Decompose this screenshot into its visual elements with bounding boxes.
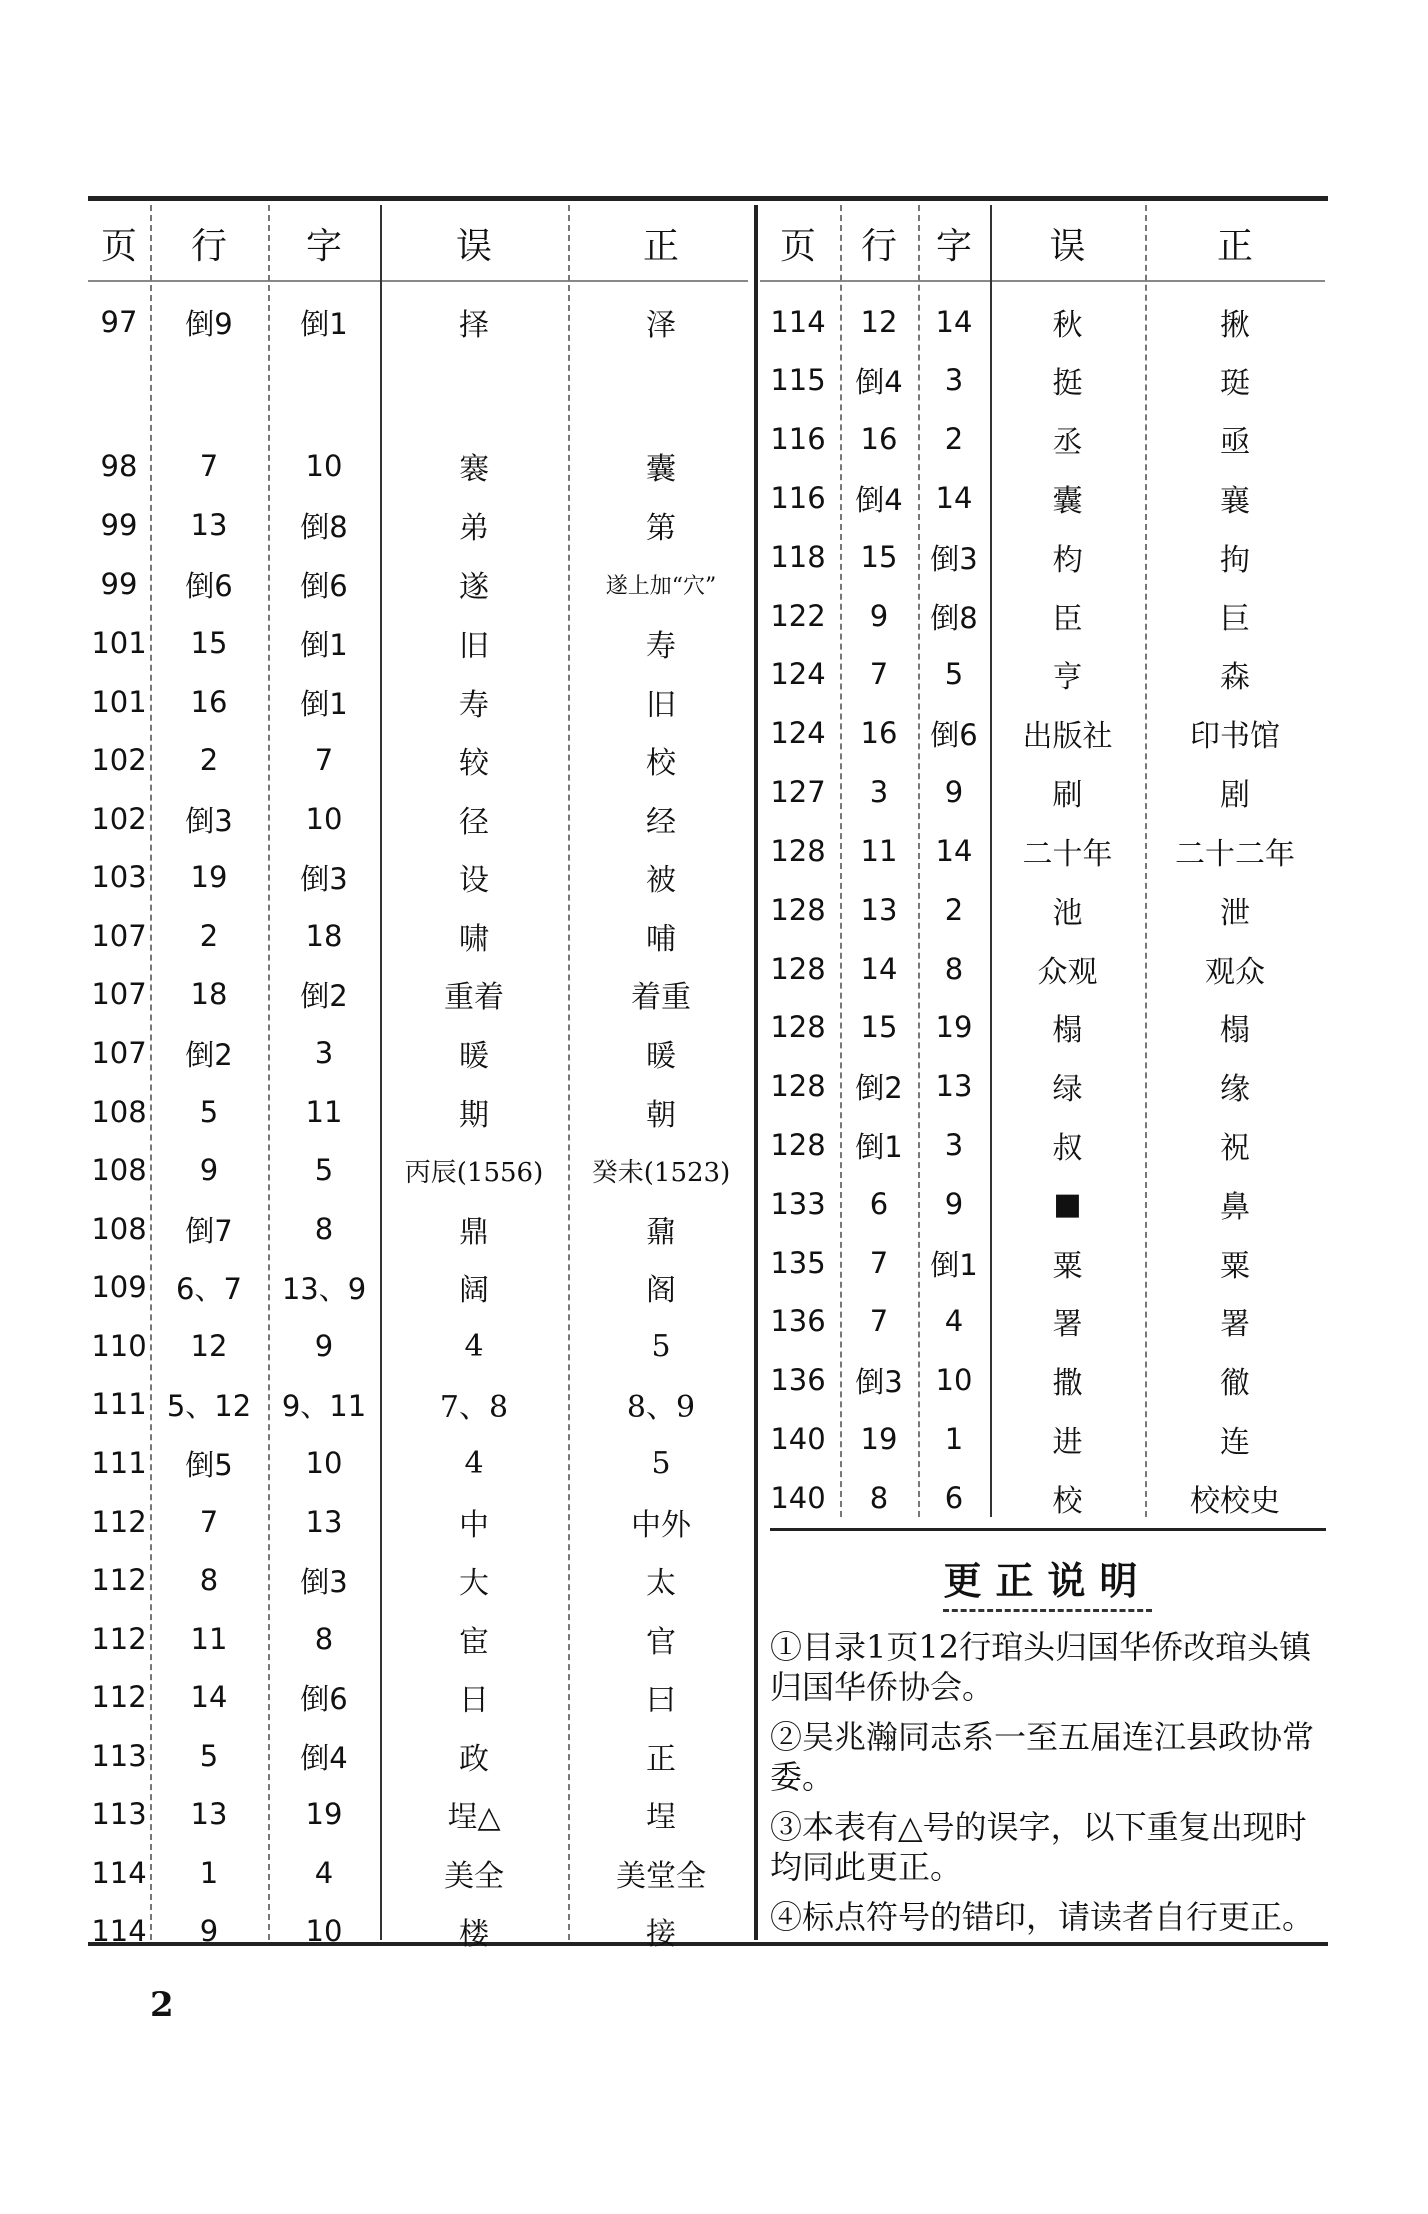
cell-line: 12	[860, 305, 898, 339]
cell-line: 5	[199, 1739, 219, 1773]
cell-wrong: 旧	[459, 629, 489, 664]
cell-line: 5、12	[166, 1388, 252, 1423]
cell-wrong: 政	[459, 1742, 489, 1777]
cell-page: 124	[770, 716, 826, 750]
cell-right: 正	[646, 1742, 676, 1777]
cell-right: 遂上加“穴”	[605, 573, 717, 599]
cell-right: 5	[651, 1445, 671, 1481]
header-rule-left	[88, 280, 748, 282]
cell-right: 亟	[1220, 425, 1250, 460]
cell-wrong: 褰	[459, 452, 489, 487]
note-item: ④标点符号的错印，请读者自行更正。	[770, 1898, 1315, 1936]
header-char: 字	[305, 225, 342, 267]
cell-page: 135	[770, 1246, 826, 1280]
cell-wrong: 众观	[1037, 955, 1098, 990]
cell-right: 印书馆	[1190, 719, 1280, 754]
cell-right: 二十二年	[1175, 837, 1295, 872]
cell-char: 4	[314, 1856, 334, 1890]
cell-char: 倒6	[930, 717, 978, 752]
cell-line: 12	[190, 1329, 228, 1363]
cell-right: 署	[1220, 1307, 1250, 1342]
cell-right: 暖	[646, 1039, 676, 1074]
cell-page: 136	[770, 1363, 826, 1397]
cell-wrong: 较	[459, 746, 489, 781]
cell-wrong: 暖	[459, 1039, 489, 1074]
cell-wrong: 刷	[1052, 778, 1083, 813]
cell-right: 经	[646, 805, 676, 840]
cell-line: 6、7	[176, 1271, 242, 1306]
cell-wrong: 丙辰(1556)	[404, 1157, 544, 1188]
cell-page: 111	[91, 1387, 147, 1421]
cell-right: 徹	[1220, 1366, 1250, 1401]
cell-right: 8、9	[626, 1390, 696, 1425]
cell-right: 被	[646, 863, 676, 898]
cell-wrong: 榻	[1052, 1013, 1083, 1048]
cell-wrong: 中	[459, 1508, 489, 1543]
cell-page: 140	[770, 1422, 826, 1456]
cell-wrong: 4	[464, 1328, 484, 1364]
cell-wrong: 绿	[1052, 1072, 1083, 1107]
cell-line: 7	[869, 657, 889, 691]
cell-page: 99	[100, 567, 138, 601]
cell-line: 11	[190, 1622, 228, 1656]
cell-line: 9	[199, 1153, 219, 1187]
header-page: 页	[779, 225, 816, 267]
cell-page: 107	[91, 977, 147, 1011]
cell-line: 14	[190, 1680, 228, 1714]
cell-page: 122	[770, 599, 826, 633]
cell-line: 倒3	[855, 1364, 903, 1399]
cell-line: 9	[869, 599, 889, 633]
cell-char: 13	[305, 1505, 343, 1539]
cell-line: 倒5	[185, 1447, 233, 1482]
cell-wrong: 亨	[1052, 660, 1083, 695]
cell-char: 9、11	[281, 1388, 367, 1423]
cell-line: 2	[199, 919, 219, 953]
cell-line: 8	[869, 1481, 889, 1515]
cell-page: 128	[770, 834, 826, 868]
cell-line: 倒4	[855, 364, 903, 399]
cell-wrong: 阔	[459, 1273, 489, 1308]
cell-page: 114	[770, 305, 826, 339]
cell-char: 18	[305, 919, 343, 953]
header-char: 字	[935, 225, 972, 267]
cell-right: 官	[646, 1625, 676, 1660]
cell-line: 19	[190, 860, 228, 894]
cell-char: 10	[935, 1363, 973, 1397]
header-right: 正	[642, 225, 679, 267]
cell-char: 9	[944, 1187, 964, 1221]
cell-line: 16	[860, 716, 898, 750]
cell-wrong: 枃	[1052, 543, 1083, 578]
cell-wrong: 遂	[459, 570, 489, 605]
cell-page: 124	[770, 657, 826, 691]
cell-char: 14	[935, 305, 973, 339]
cell-right: 校	[646, 746, 676, 781]
cell-char: 9	[314, 1329, 334, 1363]
cell-char: 5	[944, 657, 964, 691]
cell-char: 倒1	[300, 306, 348, 341]
cell-right: 拘	[1220, 543, 1250, 578]
cell-page: 136	[770, 1304, 826, 1338]
cell-page: 112	[91, 1505, 147, 1539]
cell-char: 13	[935, 1069, 973, 1103]
header-wrong: 误	[1049, 225, 1086, 267]
cell-line: 倒3	[185, 803, 233, 838]
notes-section	[770, 1520, 1325, 1937]
cell-line: 19	[860, 1422, 898, 1456]
page-number: 2	[150, 1985, 174, 2025]
cell-char: 3	[944, 1128, 964, 1162]
cell-char: 19	[935, 1010, 973, 1044]
cell-wrong: 叔	[1052, 1131, 1083, 1166]
cell-wrong: 埕△	[447, 1800, 501, 1835]
cell-line: 7	[869, 1246, 889, 1280]
cell-page: 111	[91, 1446, 147, 1480]
cell-wrong: 寿	[459, 688, 489, 723]
cell-line: 倒9	[185, 306, 233, 341]
cell-right: 埕	[646, 1800, 676, 1835]
cell-char: 倒1	[930, 1247, 978, 1282]
cell-right: 太	[646, 1566, 676, 1601]
cell-page: 116	[770, 422, 826, 456]
cell-wrong: 重着	[444, 980, 504, 1015]
cell-char: 6	[944, 1481, 964, 1515]
cell-char: 13、9	[281, 1271, 367, 1306]
cell-right: 寿	[646, 629, 676, 664]
cell-right: 连	[1220, 1425, 1250, 1460]
cell-char: 8	[314, 1212, 334, 1246]
cell-line: 倒1	[855, 1129, 903, 1164]
note-item: ③本表有△号的误字，以下重复出现时均同此更正。	[770, 1808, 1307, 1886]
cell-page: 107	[91, 1036, 147, 1070]
cell-char: 7	[314, 743, 334, 777]
cell-page: 114	[91, 1914, 147, 1948]
cell-char: 倒6	[300, 1681, 348, 1716]
cell-right: 第	[646, 511, 676, 546]
cell-right: 鼻	[1220, 1190, 1250, 1225]
cell-line: 15	[860, 540, 898, 574]
cell-wrong: 署	[1052, 1307, 1083, 1342]
cell-line: 倒2	[185, 1037, 233, 1072]
header-wrong: 误	[455, 225, 492, 267]
cell-right: 鼐	[646, 1215, 676, 1250]
cell-char: 8	[944, 952, 964, 986]
cell-line: 16	[860, 422, 898, 456]
cell-wrong: 丞	[1052, 425, 1083, 460]
cell-page: 112	[91, 1622, 147, 1656]
cell-line: 15	[190, 626, 228, 660]
cell-wrong: 粟	[1052, 1249, 1083, 1284]
cell-right: 中外	[631, 1508, 691, 1543]
cell-char: 19	[305, 1797, 343, 1831]
cell-right: 癸未(1523)	[591, 1157, 731, 1188]
cell-line: 6	[869, 1187, 889, 1221]
cell-page: 101	[91, 626, 147, 660]
cell-page: 128	[770, 893, 826, 927]
cell-char: 倒1	[300, 686, 348, 721]
cell-right: 囊	[646, 452, 676, 487]
cell-right: 森	[1220, 660, 1250, 695]
cell-line: 16	[190, 685, 228, 719]
cell-page: 114	[91, 1856, 147, 1890]
cell-wrong: 弟	[459, 511, 489, 546]
cell-right: 接	[646, 1917, 676, 1952]
cell-wrong: 择	[459, 308, 489, 343]
cell-right: 哺	[646, 922, 676, 957]
cell-page: 128	[770, 952, 826, 986]
cell-page: 108	[91, 1095, 147, 1129]
header-rule-right	[760, 280, 1325, 282]
cell-page: 113	[91, 1739, 147, 1773]
cell-right: 襄	[1220, 484, 1250, 519]
cell-wrong: 挺	[1052, 366, 1083, 401]
cell-char: 倒3	[930, 541, 978, 576]
cell-line: 5	[199, 1095, 219, 1129]
cell-line: 3	[869, 775, 889, 809]
cell-page: 99	[100, 508, 138, 542]
cell-wrong: 撒	[1052, 1366, 1083, 1401]
cell-wrong: 设	[459, 863, 489, 898]
cell-line: 13	[190, 508, 228, 542]
cell-page: 97	[100, 305, 138, 339]
cell-wrong: 4	[464, 1445, 484, 1481]
cell-page: 102	[91, 802, 147, 836]
cell-wrong: 期	[459, 1098, 489, 1133]
cell-line: 1	[199, 1856, 219, 1890]
cell-right: 阁	[646, 1273, 676, 1308]
cell-line: 18	[190, 977, 228, 1011]
cell-wrong: 池	[1052, 896, 1083, 931]
cell-char: 倒3	[300, 1564, 348, 1599]
cell-wrong: 美全	[444, 1859, 504, 1894]
cell-right: 榻	[1220, 1013, 1250, 1048]
cell-right: 揪	[1220, 308, 1250, 343]
cell-wrong: 啸	[459, 922, 489, 957]
cell-right: 5	[651, 1328, 671, 1364]
cell-wrong: 进	[1052, 1425, 1083, 1460]
cell-right: 泽	[646, 308, 676, 343]
cell-line: 倒6	[185, 568, 233, 603]
cell-line: 2	[199, 743, 219, 777]
cell-right: 剧	[1220, 778, 1250, 813]
cell-right: 旧	[646, 688, 676, 723]
cell-right: 着重	[631, 980, 691, 1015]
cell-page: 110	[91, 1329, 147, 1363]
cell-wrong: 大	[459, 1566, 489, 1601]
cell-char: 9	[944, 775, 964, 809]
cell-char: 3	[944, 363, 964, 397]
cell-char: 10	[305, 802, 343, 836]
cell-line: 7	[869, 1304, 889, 1338]
cell-wrong: 鼎	[459, 1215, 489, 1250]
cell-page: 103	[91, 860, 147, 894]
cell-right: 珽	[1220, 366, 1250, 401]
header-right: 正	[1216, 225, 1253, 267]
cell-line: 7	[199, 1505, 219, 1539]
cell-char: 10	[305, 449, 343, 483]
cell-char: 倒3	[300, 861, 348, 896]
cell-wrong: 日	[459, 1683, 489, 1718]
cell-page: 102	[91, 743, 147, 777]
cell-right: 粟	[1220, 1249, 1250, 1284]
cell-right: 校校史	[1190, 1484, 1280, 1519]
cell-line: 倒2	[855, 1070, 903, 1105]
cell-char: 倒8	[300, 509, 348, 544]
cell-page: 112	[91, 1680, 147, 1714]
cell-page: 118	[770, 540, 826, 574]
cell-page: 98	[100, 449, 138, 483]
cell-line: 13	[190, 1797, 228, 1831]
cell-page: 128	[770, 1069, 826, 1103]
cell-char: 3	[314, 1036, 334, 1070]
cell-line: 8	[199, 1563, 219, 1597]
cell-right: 巨	[1220, 602, 1250, 637]
cell-char: 1	[944, 1422, 964, 1456]
cell-char: 8	[314, 1622, 334, 1656]
cell-wrong: 出版社	[1022, 719, 1113, 754]
cell-wrong: 宦	[459, 1625, 489, 1660]
cell-wrong: 囊	[1052, 484, 1083, 519]
cell-char: 4	[944, 1304, 964, 1338]
cell-right: 祝	[1220, 1131, 1250, 1166]
cell-page: 107	[91, 919, 147, 953]
cell-wrong: 径	[459, 805, 489, 840]
cell-char: 10	[305, 1446, 343, 1480]
cell-wrong: 7、8	[439, 1390, 509, 1425]
cell-page: 101	[91, 685, 147, 719]
cell-right: 泄	[1220, 896, 1250, 931]
cell-page: 109	[91, 1270, 147, 1304]
cell-page: 128	[770, 1010, 826, 1044]
cell-page: 140	[770, 1481, 826, 1515]
cell-line: 11	[860, 834, 898, 868]
cell-right: 朝	[646, 1098, 676, 1133]
cell-char: 11	[305, 1095, 343, 1129]
cell-wrong: 秋	[1052, 308, 1083, 343]
cell-right: 曰	[646, 1683, 676, 1718]
note-item: ①目录1页12行琯头归国华侨改琯头镇归国华侨协会。	[770, 1628, 1312, 1706]
cell-char: 2	[944, 422, 964, 456]
notes-title: 更正说明	[770, 1520, 1325, 1617]
cell-char: 2	[944, 893, 964, 927]
cell-right: 缘	[1220, 1072, 1250, 1107]
cell-line: 9	[199, 1914, 219, 1948]
cell-line: 7	[199, 449, 219, 483]
cell-char: 5	[314, 1153, 334, 1187]
cell-wrong: 校	[1052, 1484, 1083, 1519]
cell-char: 倒8	[930, 600, 978, 635]
cell-char: 10	[305, 1914, 343, 1948]
header-line: 行	[190, 225, 227, 267]
cell-line: 15	[860, 1010, 898, 1044]
cell-page: 128	[770, 1128, 826, 1162]
cell-char: 倒6	[300, 568, 348, 603]
cell-char: 14	[935, 834, 973, 868]
cell-line: 13	[860, 893, 898, 927]
cell-page: 108	[91, 1153, 147, 1187]
cell-page: 113	[91, 1797, 147, 1831]
cell-page: 133	[770, 1187, 826, 1221]
cell-char: 倒2	[300, 978, 348, 1013]
cell-char: 倒4	[300, 1740, 348, 1775]
cell-wrong: 二十年	[1022, 837, 1113, 872]
header-page: 页	[100, 225, 137, 267]
cell-char: 14	[935, 481, 973, 515]
cell-wrong: 楼	[459, 1917, 489, 1952]
cell-line: 倒4	[855, 482, 903, 517]
cell-right: 美堂全	[616, 1859, 706, 1894]
note-item: ②吴兆瀚同志系一至五届连江县政协常委。	[770, 1718, 1315, 1796]
cell-page: 116	[770, 481, 826, 515]
cell-right: 观众	[1205, 955, 1265, 990]
cell-page: 108	[91, 1212, 147, 1246]
cell-page: 115	[770, 363, 826, 397]
cell-wrong: 臣	[1052, 602, 1083, 637]
cell-char: 倒1	[300, 627, 348, 662]
cell-line: 倒7	[185, 1213, 233, 1248]
top-rule	[88, 196, 1328, 201]
cell-line: 14	[860, 952, 898, 986]
cell-page: 127	[770, 775, 826, 809]
cell-page: 112	[91, 1563, 147, 1597]
cell-wrong: ■	[1053, 1186, 1082, 1222]
header-line: 行	[860, 225, 897, 267]
